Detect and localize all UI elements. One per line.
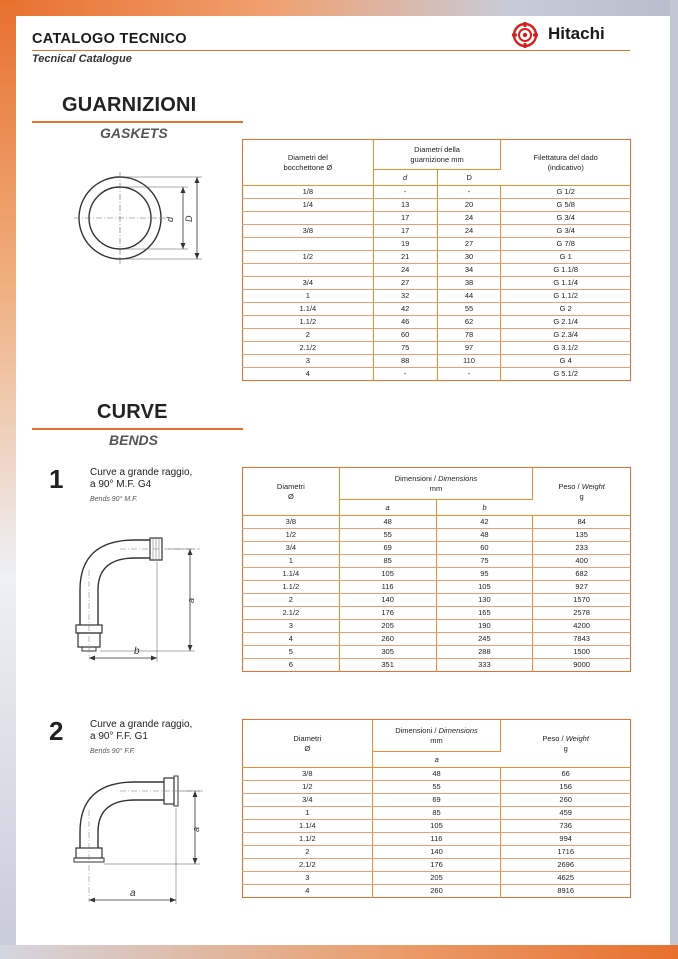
- table-cell: G 1/2: [501, 186, 631, 199]
- table-cell: -: [437, 368, 501, 381]
- table-cell: 3/4: [243, 277, 374, 290]
- table-row: [243, 264, 631, 277]
- table-cell: 140: [372, 846, 501, 859]
- bend-ff-diagram: [60, 770, 210, 910]
- table-cell: 2.1/2: [243, 342, 374, 355]
- table-row: [243, 516, 631, 529]
- table-cell: G 5/8: [501, 199, 631, 212]
- gaskets-header-fitting-diameter: Diametri del bocchettone Ø: [243, 140, 374, 186]
- catalogue-subtitle: Tecnical Catalogue: [32, 53, 132, 65]
- table-cell: 3: [243, 872, 373, 885]
- table-cell: 2696: [501, 859, 631, 872]
- table-cell: -: [373, 186, 437, 199]
- gasket-diagram: [70, 170, 210, 270]
- top-border: [0, 0, 678, 16]
- bend-1-header-weight: [533, 468, 631, 516]
- table-cell: G 1.1/4: [501, 277, 631, 290]
- table-row: [243, 807, 631, 820]
- table-cell: 176: [372, 859, 501, 872]
- table-cell: 2.1/2: [243, 607, 340, 620]
- bend-1-header-weight-en: Weight: [581, 481, 605, 491]
- bend-2-table-body: [243, 768, 631, 898]
- table-cell: 85: [339, 555, 436, 568]
- table-cell: 95: [436, 568, 533, 581]
- table-cell: 140: [339, 594, 436, 607]
- table-cell: 116: [339, 581, 436, 594]
- table-row: [243, 529, 631, 542]
- bends-subtitle: BENDS: [109, 432, 159, 448]
- table-cell: 927: [533, 581, 631, 594]
- table-cell: 60: [436, 542, 533, 555]
- table-cell: G 2: [501, 303, 631, 316]
- gasket-D-label: D: [184, 215, 194, 222]
- bend-2-header-a: a: [372, 752, 501, 768]
- bend-2-desc-line2: a 90° F.F. G1: [90, 731, 148, 742]
- table-cell: 19: [373, 238, 437, 251]
- table-cell: 42: [373, 303, 437, 316]
- bend-2-subtitle: Bends 90° F.F.: [90, 748, 135, 755]
- table-cell: G 5.1/2: [553, 369, 578, 378]
- table-cell: 8916: [557, 886, 575, 895]
- table-cell: 34: [437, 264, 501, 277]
- bend-2-a-vertical-label: a: [191, 826, 201, 832]
- table-row: [243, 251, 631, 264]
- table-cell: 1/2: [243, 251, 374, 264]
- table-cell: 351: [339, 659, 436, 672]
- table-cell: 1.1/2: [243, 581, 340, 594]
- table-cell: 38: [437, 277, 501, 290]
- table-row: [243, 316, 631, 329]
- table-row: [243, 225, 631, 238]
- table-cell: 1.1/4: [243, 568, 340, 581]
- table-row: [243, 303, 631, 316]
- bend-2-number: 2: [49, 716, 64, 746]
- table-row: [243, 607, 631, 620]
- table-cell: 75: [373, 342, 437, 355]
- table-cell: 165: [436, 607, 533, 620]
- table-cell: 176: [339, 607, 436, 620]
- table-cell: 4625: [501, 872, 631, 885]
- table-cell: 5: [243, 646, 340, 659]
- table-cell: 3/4: [243, 794, 373, 807]
- table-cell: 245: [436, 633, 533, 646]
- table-cell: 682: [533, 568, 631, 581]
- table-row: [243, 620, 631, 633]
- table-cell: 1.1/2: [243, 316, 374, 329]
- table-row: [243, 355, 631, 368]
- table-row: [243, 542, 631, 555]
- table-cell: 20: [437, 199, 501, 212]
- table-cell: 1500: [533, 646, 631, 659]
- table-cell: 55: [339, 529, 436, 542]
- table-cell: 260: [501, 794, 631, 807]
- bend-2-header-weight-it: Peso /: [542, 733, 564, 743]
- table-cell: 205: [339, 620, 436, 633]
- bend-1-header-diameter-symbol: Ø: [287, 491, 294, 501]
- table-row: [243, 872, 631, 885]
- table-row: [243, 199, 631, 212]
- bend-2-header-dim-it: Dimensioni /: [395, 725, 437, 735]
- bend-1-number: 1: [49, 464, 64, 494]
- table-row: [243, 329, 631, 342]
- bend-2-header-diameter-symbol: Ø: [304, 743, 311, 753]
- table-cell: G 7/8: [501, 238, 631, 251]
- bend-1-header-dim-en: Dimensions: [438, 473, 478, 483]
- table-cell: 27: [437, 238, 501, 251]
- bend-1-description: [90, 467, 192, 491]
- table-cell: 24: [437, 212, 501, 225]
- table-row: [243, 885, 631, 898]
- bottom-border: [0, 945, 678, 959]
- table-cell: -: [437, 186, 501, 199]
- table-cell: 105: [372, 820, 501, 833]
- bend-2-table: [242, 719, 631, 898]
- bend-mf-diagram: [60, 530, 210, 665]
- table-cell: [243, 264, 374, 277]
- table-cell: 69: [372, 794, 501, 807]
- table-cell: 1.1/2: [243, 833, 373, 846]
- table-cell: 1716: [501, 846, 631, 859]
- table-row: [243, 186, 631, 199]
- brand-name: Hitachi: [548, 24, 605, 43]
- table-row: [243, 820, 631, 833]
- table-row: [243, 833, 631, 846]
- table-cell: 156: [501, 781, 631, 794]
- bend-2-header-dimensions: [372, 720, 501, 752]
- gaskets-title: GUARNIZIONI: [62, 94, 197, 116]
- table-cell: 75: [436, 555, 533, 568]
- table-row: [243, 277, 631, 290]
- table-cell: 1/2: [243, 781, 373, 794]
- bend-1-header-dim-it: Dimensioni /: [394, 473, 436, 483]
- table-cell: -: [373, 368, 437, 381]
- table-cell: 4: [243, 885, 373, 898]
- table-row: [243, 238, 631, 251]
- gaskets-table: [242, 139, 631, 381]
- bend-2-header-diameter: [243, 720, 373, 768]
- table-cell: 110: [437, 355, 501, 368]
- table-cell: G 3/4: [501, 225, 631, 238]
- table-cell: 135: [533, 529, 631, 542]
- table-row: [243, 290, 631, 303]
- table-cell: 3: [243, 620, 340, 633]
- table-cell: 84: [533, 516, 631, 529]
- table-cell: G 2.3/4: [501, 329, 631, 342]
- table-cell: 2578: [533, 607, 631, 620]
- table-cell: [243, 238, 374, 251]
- table-cell: 46: [373, 316, 437, 329]
- bend-1-a-label: a: [186, 597, 196, 603]
- table-cell: 1: [243, 807, 373, 820]
- table-cell: 78: [437, 329, 501, 342]
- bend-1-header-weight-it: Peso /: [558, 481, 580, 491]
- bend-2-header-dim-unit: mm: [430, 735, 443, 745]
- table-cell: 55: [372, 781, 501, 794]
- header-divider: [32, 50, 630, 51]
- table-cell: 459: [501, 807, 631, 820]
- table-cell: 1.1/4: [243, 303, 374, 316]
- table-cell: 4: [243, 368, 374, 381]
- bend-1-header-weight-unit: g: [579, 491, 584, 501]
- bend-1-subtitle: Bends 90° M.F.: [90, 496, 138, 503]
- table-row: [243, 659, 631, 672]
- gaskets-divider: [32, 121, 243, 123]
- hitachi-logo-icon: [512, 22, 538, 48]
- table-row: [243, 646, 631, 659]
- gasket-d-label: d: [165, 216, 175, 222]
- table-row: [243, 794, 631, 807]
- bend-1-header-b: b: [436, 500, 533, 516]
- table-cell: 24: [373, 264, 437, 277]
- table-cell: 1/8: [243, 186, 374, 199]
- table-cell: 2: [243, 594, 340, 607]
- table-cell: 30: [437, 251, 501, 264]
- bend-1-table: [242, 467, 631, 672]
- table-cell: 7843: [533, 633, 631, 646]
- table-cell: 260: [372, 885, 501, 898]
- table-cell: 1/4: [243, 199, 374, 212]
- table-cell: G 3.1/2: [501, 342, 631, 355]
- bend-2-a-horizontal-label: a: [130, 888, 136, 899]
- table-cell: 305: [339, 646, 436, 659]
- table-cell: 1: [243, 555, 340, 568]
- table-cell: G 1: [501, 251, 631, 264]
- table-cell: 62: [437, 316, 501, 329]
- bend-2-header-weight: [501, 720, 631, 768]
- table-cell: 48: [339, 516, 436, 529]
- table-cell: 2: [243, 846, 373, 859]
- left-border: [0, 0, 16, 959]
- table-cell: 17: [373, 212, 437, 225]
- bend-1-header-dim-unit: mm: [429, 483, 443, 493]
- table-cell: 260: [339, 633, 436, 646]
- table-cell: 736: [501, 820, 631, 833]
- bend-2-header-dim-en: Dimensions: [438, 725, 478, 735]
- table-cell: 3/8: [243, 516, 340, 529]
- gaskets-table-body: [243, 186, 631, 381]
- table-cell: 105: [436, 581, 533, 594]
- bend-1-desc-line2: a 90° M.F. G4: [90, 479, 152, 490]
- table-row: [243, 781, 631, 794]
- table-row: [243, 581, 631, 594]
- table-cell: 1.1/4: [243, 820, 373, 833]
- table-row: [243, 212, 631, 225]
- gaskets-header-D: D: [437, 170, 501, 186]
- bend-1-desc-line1: Curve a grande raggio,: [90, 467, 193, 478]
- table-cell: 4200: [533, 620, 631, 633]
- table-cell: 9000: [573, 660, 590, 669]
- catalogue-title: CATALOGO TECNICO: [32, 31, 187, 47]
- bend-1-header-a: a: [339, 500, 436, 516]
- table-cell: 4: [243, 633, 340, 646]
- table-cell: 48: [436, 529, 533, 542]
- table-row: [243, 859, 631, 872]
- bend-1-b-label: b: [134, 646, 140, 657]
- table-row: [243, 768, 631, 781]
- table-cell: 1: [243, 290, 374, 303]
- table-cell: 1570: [533, 594, 631, 607]
- table-row: [243, 368, 631, 381]
- table-cell: 994: [501, 833, 631, 846]
- bend-1-header-diameter-label: Diametri: [276, 481, 305, 491]
- table-cell: G 4: [501, 355, 631, 368]
- table-cell: 88: [373, 355, 437, 368]
- table-cell: 24: [437, 225, 501, 238]
- bend-2-description: [90, 719, 192, 743]
- table-row: [243, 846, 631, 859]
- table-cell: 3: [243, 355, 374, 368]
- table-cell: 3/8: [243, 225, 374, 238]
- table-cell: 6: [243, 659, 340, 672]
- bend-1-table-body: [243, 516, 631, 672]
- table-cell: 60: [373, 329, 437, 342]
- table-cell: 3/8: [243, 768, 373, 781]
- table-cell: 55: [437, 303, 501, 316]
- table-cell: 97: [437, 342, 501, 355]
- gaskets-header-gasket-diameter: Diametri della guarnizione mm: [373, 140, 501, 170]
- table-cell: 21: [373, 251, 437, 264]
- table-cell: 288: [436, 646, 533, 659]
- table-row: [243, 633, 631, 646]
- table-cell: G 3/4: [501, 212, 631, 225]
- table-cell: 105: [339, 568, 436, 581]
- table-cell: 205: [372, 872, 501, 885]
- table-cell: 1/2: [243, 529, 340, 542]
- table-cell: [243, 212, 374, 225]
- table-cell: 69: [339, 542, 436, 555]
- right-border: [670, 0, 678, 959]
- table-cell: 116: [372, 833, 501, 846]
- table-cell: 333: [436, 659, 533, 672]
- table-cell: 48: [372, 768, 501, 781]
- table-cell: 42: [436, 516, 533, 529]
- table-cell: 17: [373, 225, 437, 238]
- bends-divider: [32, 428, 243, 430]
- bend-2-header-diameter-label: Diametri: [293, 733, 322, 743]
- table-cell: 32: [373, 290, 437, 303]
- gaskets-subtitle: GASKETS: [100, 125, 168, 141]
- table-row: [243, 555, 631, 568]
- table-row: [243, 594, 631, 607]
- bend-2-header-weight-unit: g: [563, 743, 568, 753]
- bend-2-header-weight-en: Weight: [565, 733, 589, 743]
- gaskets-header-nut-thread: Filettatura del dado (indicativo): [501, 140, 631, 186]
- table-cell: 66: [501, 768, 631, 781]
- table-cell: 400: [533, 555, 631, 568]
- gaskets-header-d: d: [373, 170, 437, 186]
- bends-title: CURVE: [97, 401, 168, 423]
- table-cell: 85: [372, 807, 501, 820]
- table-cell: G 1.1/2: [501, 290, 631, 303]
- table-cell: 2.1/2: [243, 859, 373, 872]
- table-cell: 13: [373, 199, 437, 212]
- table-row: [243, 342, 631, 355]
- bend-2-desc-line1: Curve a grande raggio,: [90, 719, 193, 730]
- table-cell: 3/4: [243, 542, 340, 555]
- table-row: [243, 568, 631, 581]
- table-cell: 44: [437, 290, 501, 303]
- table-cell: 190: [436, 620, 533, 633]
- bend-1-header-dimensions: [339, 468, 532, 500]
- table-cell: 130: [436, 594, 533, 607]
- table-cell: 2: [243, 329, 374, 342]
- table-cell: 233: [533, 542, 631, 555]
- table-cell: G 1.1/8: [501, 264, 631, 277]
- bend-1-header-diameter: [243, 468, 340, 516]
- table-cell: G 2.1/4: [501, 316, 631, 329]
- table-cell: 27: [373, 277, 437, 290]
